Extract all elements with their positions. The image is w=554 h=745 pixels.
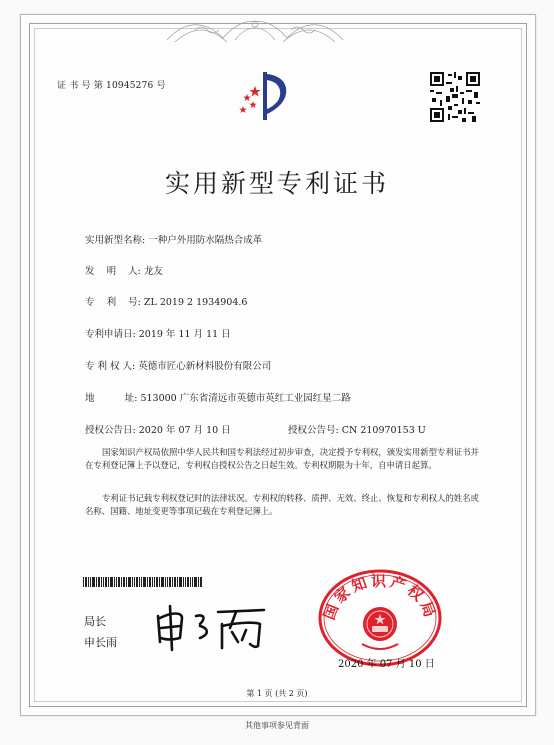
seal-date: 2020 年 07 月 10 日 (338, 659, 435, 670)
patent-number (85, 294, 247, 308)
grant-number-label: 授权公告号: (288, 425, 339, 436)
inventor-value: 龙友 (143, 266, 163, 277)
grant-date (85, 422, 231, 436)
patentee-value: 英德市匠心新材料股份有限公司 (138, 361, 272, 372)
certificate-number-suffix: 号 (156, 81, 166, 91)
grant-statement (85, 446, 483, 472)
address (85, 390, 351, 404)
filing-date (85, 326, 231, 340)
utility-model-name-label: 实用新型名称: (85, 235, 146, 246)
director-name: 申长雨 (84, 636, 117, 649)
inventor (85, 263, 163, 277)
director-signature (152, 602, 270, 652)
legal-status-note-text: 专利证书记载专利权登记时的法律状况。专利权的转移、质押、无效、终止、恢复和专利权人的姓名或名称、国籍、地址变更等事项记载在专利登记簿上。 (85, 493, 479, 517)
address-label: 地 址: (85, 393, 138, 404)
certificate-number-prefix: 证 书 号 第 (57, 81, 103, 91)
director-title: 局长 (84, 615, 106, 628)
ornament-icon (165, 16, 345, 46)
certificate-number (57, 78, 166, 91)
page-number: 第 1 页 (共 2 页) (246, 689, 308, 698)
footer-note: 其他事项参见背面 (245, 721, 309, 730)
official-seal-icon (318, 568, 442, 668)
address-value: 513000 广东省清远市英德市英红工业园红星二路 (140, 393, 351, 404)
inventor-label: 发 明 人: (85, 266, 141, 277)
patentee (85, 358, 271, 372)
seal-text: 国家知识产权局 (319, 572, 441, 623)
patent-number-value: ZL 2019 2 1934904.6 (143, 297, 248, 308)
cnipa-logo-icon (235, 68, 295, 124)
qr-code-icon (430, 72, 480, 122)
filing-date-label: 专利申请日: (85, 329, 136, 340)
grant-number-value: CN 210970153 U (341, 425, 426, 436)
legal-status-note (85, 492, 483, 518)
grant-date-value: 2020 年 07 月 10 日 (138, 425, 231, 436)
filing-date-value: 2019 年 11 月 11 日 (138, 329, 231, 340)
certificate-number-value: 10945276 (106, 81, 154, 91)
patent-number-label: 专 利 号: (85, 297, 141, 308)
grant-statement-text: 国家知识产权局依照中华人民共和国专利法经过初步审查，决定授予专利权，颁发实用新型专利证书并在专利登记簿上予以登记，专利权自授权公告之日起生效。专利权期限为十年，自申请日起算。 (85, 447, 479, 471)
utility-model-name-value: 一种户外用防水隔热合成革 (148, 235, 263, 246)
patentee-label: 专 利 权 人: (85, 361, 136, 372)
barcode-icon (83, 577, 203, 587)
utility-model-name (85, 232, 262, 246)
grant-number (288, 422, 426, 436)
grant-date-label: 授权公告日: (85, 425, 136, 436)
page-title: 实用新型专利证书 (164, 169, 389, 198)
